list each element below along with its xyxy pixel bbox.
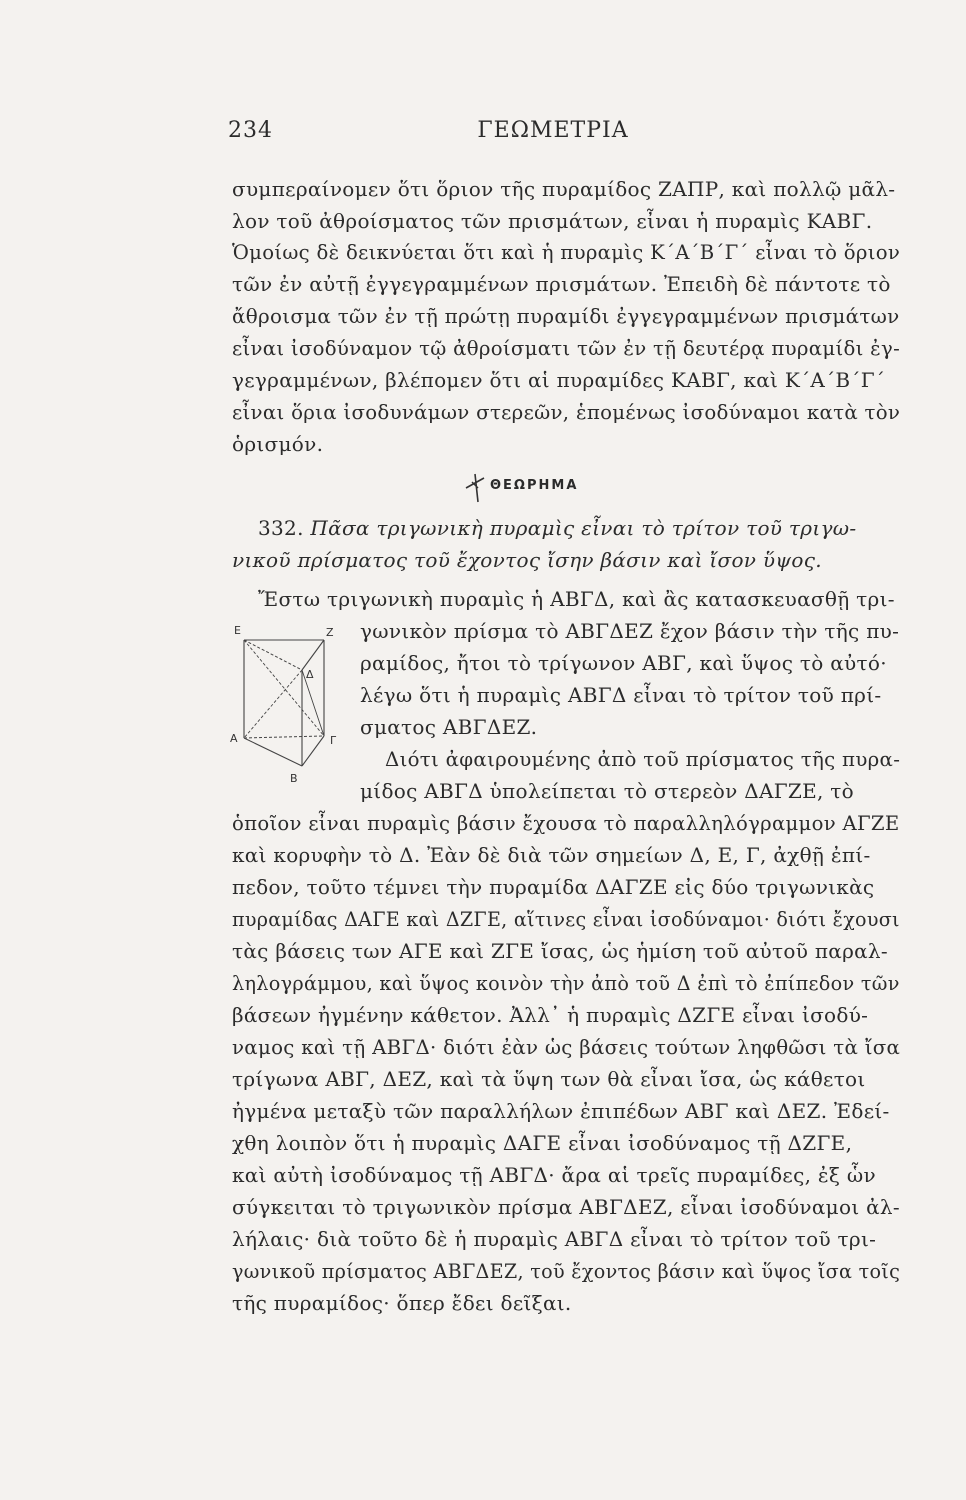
text-line: ναμος καὶ τῇ ΑΒΓΔ· διότι ἐὰν ὡς βάσεις τούτων ληφθῶσι τὰ ἴσα	[232, 1035, 901, 1059]
text-line: Ὁμοίως δὲ δεικνύεται ὅτι καὶ ἡ πυραμὶς Κ΄Α΄Β΄Γ΄ εἶναι τὸ ὅριον	[232, 240, 901, 264]
theorem-statement-line: Πᾶσα τριγωνικὴ πυραμὶς εἶναι τὸ τρίτον τοῦ τριγω-	[310, 516, 857, 540]
text-line: Ἔστω τριγωνικὴ πυραμὶς ἡ ΑΒΓΔ, καὶ ἂς κατασκευασθῇ τρι-	[258, 587, 895, 611]
text-line: καὶ αὐτὴ ἰσοδύναμος τῇ ΑΒΓΔ· ἄρα αἱ τρεῖς πυραμίδες, ἐξ ὧν	[232, 1163, 876, 1187]
text-line: λήλαις· διὰ τοῦτο δὲ ἡ πυραμὶς ΑΒΓΔ εἶναι τὸ τρίτον τοῦ τρι-	[232, 1227, 877, 1251]
text-line: ληλογράμμου, καὶ ὕψος κοινὸν τὴν ἀπὸ τοῦ Δ ἐπὶ τὸ ἐπίπεδον τῶν	[232, 971, 900, 995]
text-line: πυραμίδας ΔΑΓΕ καὶ ΔΖΓΕ, αἵτινες εἶναι ἰσοδύναμοι· διότι ἔχουσι	[232, 907, 900, 931]
label-Z: Ζ	[326, 626, 334, 639]
text-line: γωνικοῦ πρίσματος ΑΒΓΔΕΖ, τοῦ ἔχοντος βάσιν καὶ ὕψος ἴσα τοῖς	[232, 1259, 901, 1283]
text-line: μίδος ΑΒΓΔ ὑπολείπεται τὸ στερεὸν ΔΑΓΖΕ, τὸ	[360, 779, 854, 803]
theorem-statement	[258, 514, 856, 542]
label-B: Β	[290, 772, 298, 785]
text-line: ἠγμένα μεταξὺ τῶν παραλλήλων ἐπιπέδων ΑΒΓ καὶ ΔΕΖ. Ἐδεί-	[232, 1099, 890, 1123]
edge-ED	[244, 640, 302, 670]
text-line: σύγκειται τὸ τριγωνικὸν πρίσμα ΑΒΓΔΕΖ, εἶναι ἰσοδύναμοι ἀλ-	[232, 1195, 900, 1219]
diagonal-EG	[244, 640, 324, 736]
text-line: ραμίδος, ἤτοι τὸ τρίγωνον ΑΒΓ, καὶ ὕψος τὸ αὐτό·	[360, 651, 887, 675]
text-line: γωνικὸν πρίσμα τὸ ΑΒΓΔΕΖ ἔχον βάσιν τὴν τῆς πυ-	[360, 619, 900, 643]
edge-AG	[244, 736, 324, 738]
theorem-heading: ΘΕΩΡΗΜΑ	[490, 478, 579, 493]
page-number: 234	[228, 118, 273, 143]
text-line: συμπεραίνομεν ὅτι ὅριον τῆς πυραμίδος ΖΑΠΡ, καὶ πολλῷ μᾶλ-	[232, 177, 896, 201]
text-line: τρίγωνα ΑΒΓ, ΔΕΖ, καὶ τὰ ὕψη των θὰ εἶναι ἴσα, ὡς κάθετοι	[232, 1067, 866, 1091]
running-title: ΓΕΩΜΕΤΡΙΑ	[477, 118, 629, 143]
edge-ZD	[302, 640, 324, 670]
text-line: τῶν ἐν αὐτῇ ἐγγεγραμμένων πρισμάτων. Ἐπειδὴ δὲ πάντοτε τὸ	[232, 272, 891, 296]
text-line: γεγραμμένων, βλέπομεν ὅτι αἱ πυραμίδες ΚΑΒΓ, καὶ Κ΄Α΄Β΄Γ΄	[232, 368, 886, 392]
label-A: Α	[230, 732, 238, 745]
text-line: εἶναι ὅρια ἰσοδυνάμων στερεῶν, ἑπομένως ἰσοδύναμοι κατὰ τὸν	[232, 400, 901, 424]
text-line: καὶ κορυφὴν τὸ Δ. Ἐὰν δὲ διὰ τῶν σημείων Δ, Ε, Γ, ἀχθῇ ἐπί-	[232, 843, 871, 867]
text-line: ὁρισμόν.	[232, 432, 324, 456]
prism-diagram	[226, 618, 356, 786]
text-line: σματος ΑΒΓΔΕΖ.	[360, 715, 538, 739]
text-line: λέγω ὅτι ἡ πυραμὶς ΑΒΓΔ εἶναι τὸ τρίτον τοῦ πρί-	[360, 683, 882, 707]
text-line: ὁποῖον εἶναι πυραμὶς βάσιν ἔχουσα τὸ παραλληλόγραμμον ΑΓΖΕ	[232, 811, 900, 835]
text-line: Διότι ἀφαιρουμένης ἀπὸ τοῦ πρίσματος τῆς πυρα-	[385, 747, 901, 771]
text-line: βάσεων ἠγμένην κάθετον. Ἀλλ᾽ ἡ πυραμὶς ΔΖΓΕ εἶναι ἰσοδύ-	[232, 1003, 869, 1027]
handwritten-cross-mark	[458, 468, 494, 504]
edge-GB	[302, 736, 324, 766]
text-line: εἶναι ἰσοδύναμον τῷ ἀθροίσματι τῶν ἐν τῇ δευτέρᾳ πυραμίδι ἐγ-	[232, 336, 901, 360]
text-line: ἄθροισμα τῶν ἐν τῇ πρώτῃ πυραμίδι ἐγγεγραμμένων πρισμάτων	[232, 304, 900, 328]
text-line: τὰς βάσεις των ΑΓΕ καὶ ΖΓΕ ἴσας, ὡς ἡμίση τοῦ αὐτοῦ παραλ-	[232, 939, 888, 963]
label-D: Δ	[306, 668, 314, 681]
diagonal-DA	[244, 670, 302, 738]
text-line: λον τοῦ ἀθροίσματος τῶν πρισμάτων, εἶναι ἡ πυραμὶς ΚΑΒΓ.	[232, 209, 873, 233]
label-E: Ε	[234, 624, 241, 637]
label-G: Γ	[330, 734, 337, 747]
edge-AB	[244, 738, 302, 766]
theorem-number: 332.	[258, 516, 304, 540]
text-line: χθη λοιπὸν ὅτι ἡ πυραμὶς ΔΑΓΕ εἶναι ἰσοδύναμος τῇ ΔΖΓΕ,	[232, 1131, 853, 1155]
theorem-statement-line: νικοῦ πρίσματος τοῦ ἔχοντος ἴσην βάσιν καὶ ἴσον ὕψος.	[232, 548, 822, 572]
text-line: πεδον, τοῦτο τέμνει τὴν πυραμίδα ΔΑΓΖΕ εἰς δύο τριγωνικὰς	[232, 875, 875, 899]
prism-figure	[226, 618, 356, 786]
text-line: τῆς πυραμίδος· ὅπερ ἔδει δεῖξαι.	[232, 1291, 572, 1315]
page-header	[228, 118, 878, 148]
